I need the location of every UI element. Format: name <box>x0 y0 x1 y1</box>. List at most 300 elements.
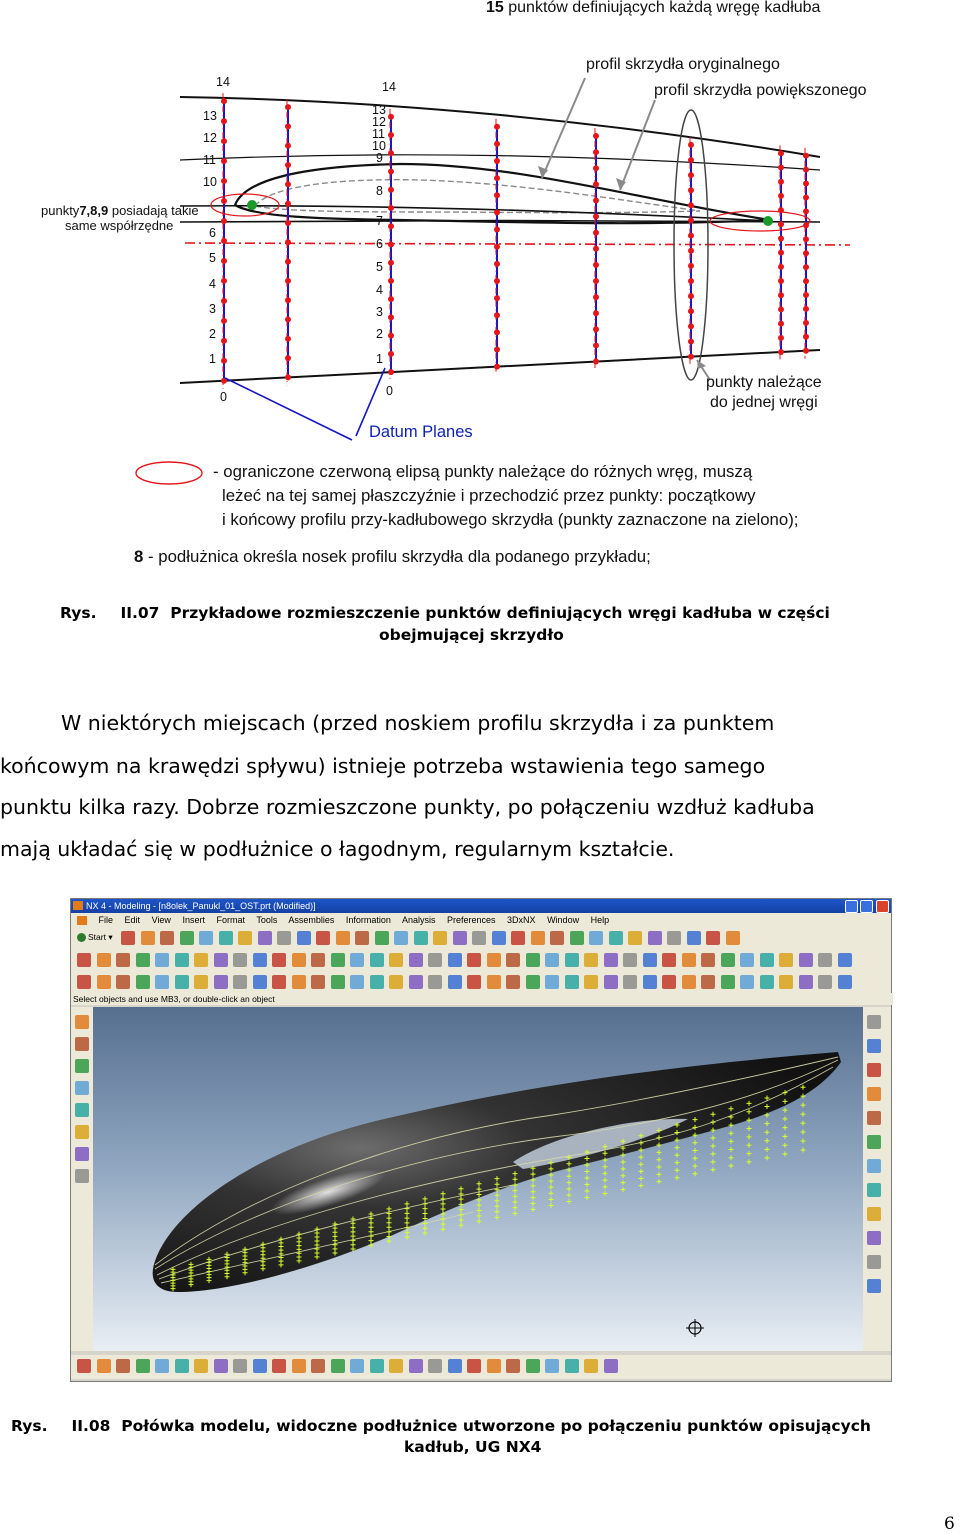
frame-number: 14 <box>216 75 230 89</box>
menu-help[interactable]: Help <box>590 915 610 925</box>
toolbar-icon[interactable] <box>487 1359 501 1373</box>
arrow-enlarged <box>620 100 655 190</box>
frame-point <box>778 264 784 270</box>
toolbar-icon[interactable] <box>867 1183 881 1197</box>
toolbar-icon[interactable] <box>311 1359 325 1373</box>
model-point-marker <box>801 1130 806 1135</box>
frame-point <box>688 157 694 163</box>
toolbar-icon[interactable] <box>867 1279 881 1293</box>
toolbar-icon[interactable] <box>453 931 467 945</box>
frame-point <box>688 308 694 314</box>
toolbar-icon[interactable] <box>511 931 525 945</box>
frame-point <box>803 306 809 312</box>
toolbar-icon[interactable] <box>545 953 559 967</box>
label-belong: punkty należące do jednej wręgi <box>706 374 822 411</box>
model-point-marker <box>639 1176 644 1181</box>
toolbar-icon[interactable] <box>623 953 637 967</box>
paragraph-line-1: W niektórych miejscach (przed noskiem profilu skrzydła i za punktem <box>61 711 775 735</box>
model-point-marker <box>513 1211 518 1216</box>
model-point-marker <box>603 1171 608 1176</box>
toolbar-icon[interactable] <box>838 953 852 967</box>
toolbar-icon[interactable] <box>506 1359 520 1373</box>
green-point <box>763 216 773 226</box>
minimize-button[interactable] <box>845 900 858 913</box>
model-point-marker <box>747 1134 752 1139</box>
toolbar-icon[interactable] <box>233 953 247 967</box>
frame-point <box>688 142 694 148</box>
toolbar-icon[interactable] <box>350 975 364 989</box>
toolbar-icon[interactable] <box>584 1359 598 1373</box>
toolbar-icon[interactable] <box>545 975 559 989</box>
toolbar-icon[interactable] <box>867 1111 881 1125</box>
toolbar-icon[interactable] <box>565 953 579 967</box>
toolbar-icon[interactable] <box>799 953 813 967</box>
model-point-marker <box>711 1167 716 1172</box>
toolbar-icon[interactable] <box>604 953 618 967</box>
model-point-marker <box>441 1222 446 1227</box>
menu-view[interactable]: View <box>151 915 171 925</box>
toolbar-icon[interactable] <box>467 1359 481 1373</box>
frame-point <box>803 153 809 159</box>
toolbar-icon[interactable] <box>194 953 208 967</box>
frame-point <box>593 326 599 332</box>
toolbar-icon[interactable] <box>779 975 793 989</box>
frame-point <box>593 133 599 139</box>
toolbar-icon[interactable] <box>199 931 213 945</box>
toolbar-icon[interactable] <box>194 975 208 989</box>
toolbar-icon[interactable] <box>448 953 462 967</box>
model-point-marker <box>657 1150 662 1155</box>
frame-point <box>593 165 599 171</box>
toolbar-icon[interactable] <box>355 931 369 945</box>
toolbar-icon[interactable] <box>867 1039 881 1053</box>
toolbar-icon[interactable] <box>75 1125 89 1139</box>
toolbar-icon[interactable] <box>175 975 189 989</box>
toolbar-icon[interactable] <box>75 1169 89 1183</box>
toolbar-icon[interactable] <box>867 1063 881 1077</box>
model-point-marker <box>747 1143 752 1148</box>
model-point-marker <box>477 1219 482 1224</box>
frame-point <box>494 175 500 181</box>
frame-point <box>388 241 394 247</box>
frame-point <box>778 349 784 355</box>
toolbar-icon[interactable] <box>428 975 442 989</box>
model-point-marker <box>693 1164 698 1169</box>
menu-information[interactable]: Information <box>345 915 391 925</box>
start-button[interactable]: Start ▾ <box>77 932 113 943</box>
toolbar-icon[interactable] <box>77 1359 91 1373</box>
frame-point <box>494 312 500 318</box>
toolbar-icon[interactable] <box>701 975 715 989</box>
toolbar-icon[interactable] <box>155 975 169 989</box>
menu-tools[interactable]: Tools <box>256 915 278 925</box>
toolbar-icon[interactable] <box>428 953 442 967</box>
toolbar-icon[interactable] <box>604 1359 618 1373</box>
frame-number: 3 <box>209 302 216 316</box>
model-point-marker <box>621 1187 626 1192</box>
model-point-marker <box>693 1171 698 1176</box>
toolbar-icon[interactable] <box>472 931 486 945</box>
model-point-marker <box>657 1172 662 1177</box>
toolbar-icon[interactable] <box>214 953 228 967</box>
frame-point <box>593 181 599 187</box>
frame-point <box>285 336 291 342</box>
frame-point <box>494 364 500 370</box>
toolbar-icon[interactable] <box>687 931 701 945</box>
toolbar-icon[interactable] <box>141 931 155 945</box>
frame-number: 7 <box>376 214 383 228</box>
frame-number: 5 <box>376 260 383 274</box>
toolbar-icon[interactable] <box>75 1081 89 1095</box>
toolbar-icon[interactable] <box>97 975 111 989</box>
model-point-marker <box>459 1207 464 1212</box>
frame-point <box>388 150 394 156</box>
toolbar-icon[interactable] <box>194 1359 208 1373</box>
toolbar-icon[interactable] <box>277 931 291 945</box>
toolbar-surface <box>71 971 891 993</box>
toolbar-icon[interactable] <box>740 975 754 989</box>
toolbar-icon[interactable] <box>867 1207 881 1221</box>
toolbar-icon[interactable] <box>414 931 428 945</box>
toolbar-icon[interactable] <box>609 931 623 945</box>
model-point-marker <box>441 1227 446 1232</box>
toolbar-icon[interactable] <box>682 975 696 989</box>
toolbar-icon[interactable] <box>623 975 637 989</box>
toolbar-icon[interactable] <box>433 931 447 945</box>
graphics-viewport[interactable] <box>93 1007 863 1351</box>
toolbar-icon[interactable] <box>272 975 286 989</box>
toolbar-icon[interactable] <box>331 1359 345 1373</box>
model-point-marker <box>729 1147 734 1152</box>
toolbar-icon[interactable] <box>75 1103 89 1117</box>
frame-point <box>388 333 394 339</box>
menu-window[interactable]: Window <box>547 915 580 925</box>
note-line-2: leżeć na tej samej płaszczyźnie i przechodzić przez punkty: początkowy <box>222 486 756 505</box>
toolbar-icon[interactable] <box>292 953 306 967</box>
nx-menu-bar <box>71 913 891 927</box>
toolbar-icon[interactable] <box>175 1359 189 1373</box>
toolbar-icon[interactable] <box>726 931 740 945</box>
model-point-marker <box>765 1147 770 1152</box>
maximize-button[interactable] <box>860 900 873 913</box>
model-point-marker <box>783 1108 788 1113</box>
frame-point <box>388 260 394 266</box>
toolbar-icon[interactable] <box>389 953 403 967</box>
toolbar-icon[interactable] <box>448 1359 462 1373</box>
toolbar-icon[interactable] <box>487 975 501 989</box>
frame-point <box>285 123 291 129</box>
toolbar-icon[interactable] <box>292 1359 306 1373</box>
toolbar-icon[interactable] <box>867 1231 881 1245</box>
toolbar-icon[interactable] <box>506 975 520 989</box>
model-point-marker <box>513 1194 518 1199</box>
toolbar-icon[interactable] <box>258 931 272 945</box>
close-button[interactable] <box>876 900 889 913</box>
frame-point <box>688 202 694 208</box>
frame-point <box>285 162 291 168</box>
toolbar-icon[interactable] <box>682 953 696 967</box>
left-toolbar <box>71 1007 93 1351</box>
model-point-marker <box>549 1203 554 1208</box>
toolbar-icon[interactable] <box>565 975 579 989</box>
toolbar-icon[interactable] <box>370 975 384 989</box>
toolbar-icon[interactable] <box>506 953 520 967</box>
toolbar-icon[interactable] <box>760 953 774 967</box>
toolbar-icon[interactable] <box>350 953 364 967</box>
menu-assemblies[interactable]: Assemblies <box>288 915 335 925</box>
toolbar-icon[interactable] <box>75 1015 89 1029</box>
frame-point <box>285 104 291 110</box>
frame-point <box>778 235 784 241</box>
frame-point <box>778 278 784 284</box>
toolbar-icon[interactable] <box>253 975 267 989</box>
toolbar-icon[interactable] <box>531 931 545 945</box>
toolbar-icon[interactable] <box>214 1359 228 1373</box>
frame-point <box>285 259 291 265</box>
toolbar-icon[interactable] <box>667 931 681 945</box>
frame-point <box>688 248 694 254</box>
toolbar-icon[interactable] <box>238 931 252 945</box>
toolbar-icon[interactable] <box>311 953 325 967</box>
frame-point <box>494 347 500 353</box>
toolbar-icon[interactable] <box>779 953 793 967</box>
frame-number: 4 <box>209 277 216 291</box>
toolbar-icon[interactable] <box>272 1359 286 1373</box>
toolbar-icon[interactable] <box>219 931 233 945</box>
toolbar-icon[interactable] <box>409 1359 423 1373</box>
toolbar-icon[interactable] <box>648 931 662 945</box>
toolbar-icon[interactable] <box>838 975 852 989</box>
toolbar-icon[interactable] <box>297 931 311 945</box>
frame-point <box>688 339 694 345</box>
model-point-marker <box>567 1199 572 1204</box>
toolbar-icon[interactable] <box>526 975 540 989</box>
frame-number: 0 <box>386 384 393 398</box>
toolbar-icon[interactable] <box>584 953 598 967</box>
note-line-1: - ograniczone czerwoną elipsą punkty należące do różnych wręg, muszą <box>213 462 753 481</box>
toolbar-icon[interactable] <box>136 975 150 989</box>
frame-point <box>803 320 809 326</box>
frame-point <box>285 220 291 226</box>
toolbar-icon[interactable] <box>97 953 111 967</box>
toolbar-icon[interactable] <box>526 1359 540 1373</box>
model-point-marker <box>621 1159 626 1164</box>
frame-point <box>803 334 809 340</box>
toolbar-icon[interactable] <box>155 953 169 967</box>
frame-point <box>593 149 599 155</box>
toolbar-icon[interactable] <box>526 953 540 967</box>
toolbar-icon[interactable] <box>867 1255 881 1269</box>
toolbar-icon[interactable] <box>799 975 813 989</box>
toolbar-icon[interactable] <box>370 953 384 967</box>
toolbar-icon[interactable] <box>394 931 408 945</box>
toolbar-icon[interactable] <box>487 953 501 967</box>
toolbar-icon[interactable] <box>492 931 506 945</box>
arrow-orig <box>542 78 585 178</box>
frame-point <box>494 244 500 250</box>
frame-point <box>494 261 500 267</box>
frame-point <box>593 310 599 316</box>
frame-point <box>803 181 809 187</box>
menu-format[interactable]: Format <box>216 915 245 925</box>
toolbar-icon[interactable] <box>740 953 754 967</box>
toolbar-icon[interactable] <box>867 1015 881 1029</box>
toolbar-icon[interactable] <box>867 1135 881 1149</box>
page-number: 6 <box>944 1514 955 1534</box>
menu-file[interactable]: File <box>98 915 114 925</box>
toolbar-icon[interactable] <box>253 1359 267 1373</box>
model-point-marker <box>549 1179 554 1184</box>
toolbar-icon[interactable] <box>214 975 228 989</box>
toolbar-icon[interactable] <box>331 953 345 967</box>
toolbar-icon[interactable] <box>662 975 676 989</box>
frame-point <box>803 208 809 214</box>
toolbar-icon[interactable] <box>389 1359 403 1373</box>
model-point-marker <box>477 1208 482 1213</box>
toolbar-icon[interactable] <box>272 953 286 967</box>
toolbar-icon[interactable] <box>253 953 267 967</box>
top-label: 15 punktów definiujących każdą wręgę kadłuba <box>486 0 821 16</box>
toolbar-icon[interactable] <box>628 931 642 945</box>
frame-point <box>494 141 500 147</box>
toolbar-icon[interactable] <box>116 1359 130 1373</box>
model-point-marker <box>495 1215 500 1220</box>
toolbar-icon[interactable] <box>77 975 91 989</box>
frame-point <box>388 278 394 284</box>
model-point-marker <box>729 1163 734 1168</box>
toolbar-icon[interactable] <box>545 1359 559 1373</box>
model-point-marker <box>711 1143 716 1148</box>
toolbar-icon[interactable] <box>75 1147 89 1161</box>
model-point-marker <box>801 1103 806 1108</box>
toolbar-icon[interactable] <box>97 1359 111 1373</box>
toolbar-icon[interactable] <box>160 931 174 945</box>
menu-3dxnx[interactable]: 3DxNX <box>507 915 536 925</box>
toolbar-icon[interactable] <box>643 953 657 967</box>
frame-point <box>494 158 500 164</box>
frame-number: 9 <box>376 151 383 165</box>
toolbar-icon[interactable] <box>467 953 481 967</box>
toolbar-icon[interactable] <box>233 975 247 989</box>
frame-number: 12 <box>203 131 217 145</box>
toolbar-icon[interactable] <box>116 953 130 967</box>
toolbar-icon[interactable] <box>701 953 715 967</box>
toolbar-icon[interactable] <box>760 975 774 989</box>
toolbar-icon[interactable] <box>662 953 676 967</box>
toolbar-icon[interactable] <box>311 975 325 989</box>
toolbar-icon[interactable] <box>721 975 735 989</box>
toolbar-icon[interactable] <box>643 975 657 989</box>
toolbar-icon[interactable] <box>331 975 345 989</box>
toolbar-icon[interactable] <box>570 931 584 945</box>
toolbar-icon[interactable] <box>75 1059 89 1073</box>
toolbar-icon[interactable] <box>336 931 350 945</box>
frame-point <box>285 297 291 303</box>
toolbar-icon[interactable] <box>375 931 389 945</box>
model-point-marker <box>675 1175 680 1180</box>
frame-point <box>221 238 227 244</box>
model-point-marker <box>729 1131 734 1136</box>
frame-point <box>388 369 394 375</box>
nx-window <box>70 898 892 1382</box>
toolbar-icon[interactable] <box>316 931 330 945</box>
frame-number: 10 <box>203 175 217 189</box>
menu-analysis[interactable]: Analysis <box>401 915 436 925</box>
model-point-marker <box>459 1218 464 1223</box>
toolbar-icon[interactable] <box>428 1359 442 1373</box>
note-line-3: i końcowy profilu przy-kadłubowego skrzydła (punkty zaznaczone na zielono); <box>222 510 799 529</box>
toolbar-icon[interactable] <box>370 1359 384 1373</box>
toolbar-icon[interactable] <box>706 931 720 945</box>
model-point-marker <box>765 1130 770 1135</box>
toolbar-icon[interactable] <box>818 975 832 989</box>
model-point-marker <box>567 1186 572 1191</box>
toolbar-icon[interactable] <box>589 931 603 945</box>
toolbar-icon[interactable] <box>867 1087 881 1101</box>
toolbar-icon[interactable] <box>292 975 306 989</box>
toolbar-icon[interactable] <box>350 1359 364 1373</box>
frame-point <box>778 306 784 312</box>
toolbar-icon[interactable] <box>136 953 150 967</box>
model-point-marker <box>747 1126 752 1131</box>
toolbar-icon[interactable] <box>77 953 91 967</box>
model-point-marker <box>549 1191 554 1196</box>
frame-point <box>688 354 694 360</box>
toolbar-icon[interactable] <box>584 975 598 989</box>
menu-edit[interactable]: Edit <box>124 915 141 925</box>
toolbar-icon[interactable] <box>867 1159 881 1173</box>
model-point-marker <box>783 1116 788 1121</box>
toolbar-icon[interactable] <box>175 953 189 967</box>
toolbar-icon[interactable] <box>180 931 194 945</box>
model-point-marker <box>621 1180 626 1185</box>
toolbar-icon[interactable] <box>550 931 564 945</box>
app-menu-icon[interactable] <box>77 916 87 925</box>
toolbar-icon[interactable] <box>121 931 135 945</box>
toolbar-icon[interactable] <box>604 975 618 989</box>
model-point-marker <box>765 1155 770 1160</box>
toolbar-icon[interactable] <box>116 975 130 989</box>
model-point-marker <box>693 1156 698 1161</box>
frame-point <box>778 150 784 156</box>
toolbar-icon[interactable] <box>448 975 462 989</box>
frame-point <box>593 342 599 348</box>
toolbar-icon[interactable] <box>467 975 481 989</box>
model-point-marker <box>531 1195 536 1200</box>
model-point-marker <box>423 1226 428 1231</box>
frame-point <box>593 278 599 284</box>
toolbar-icon[interactable] <box>565 1359 579 1373</box>
toolbar-icon[interactable] <box>721 953 735 967</box>
nx-logo-icon <box>73 901 83 910</box>
menu-preferences[interactable]: Preferences <box>446 915 496 925</box>
frame-number: 6 <box>209 226 216 240</box>
label-original-profile: profil skrzydła oryginalnego <box>586 56 780 73</box>
toolbar-icon[interactable] <box>233 1359 247 1373</box>
fuselage-model <box>93 1007 863 1351</box>
toolbar-icon[interactable] <box>75 1037 89 1051</box>
toolbar-icon[interactable] <box>409 953 423 967</box>
model-point-marker <box>711 1151 716 1156</box>
menu-insert[interactable]: Insert <box>182 915 205 925</box>
model-point-marker <box>477 1203 482 1208</box>
toolbar-icon[interactable] <box>136 1359 150 1373</box>
toolbar-icon[interactable] <box>409 975 423 989</box>
toolbar-icon[interactable] <box>818 953 832 967</box>
toolbar-icon[interactable] <box>389 975 403 989</box>
model-point-marker <box>783 1125 788 1130</box>
toolbar-icon[interactable] <box>155 1359 169 1373</box>
